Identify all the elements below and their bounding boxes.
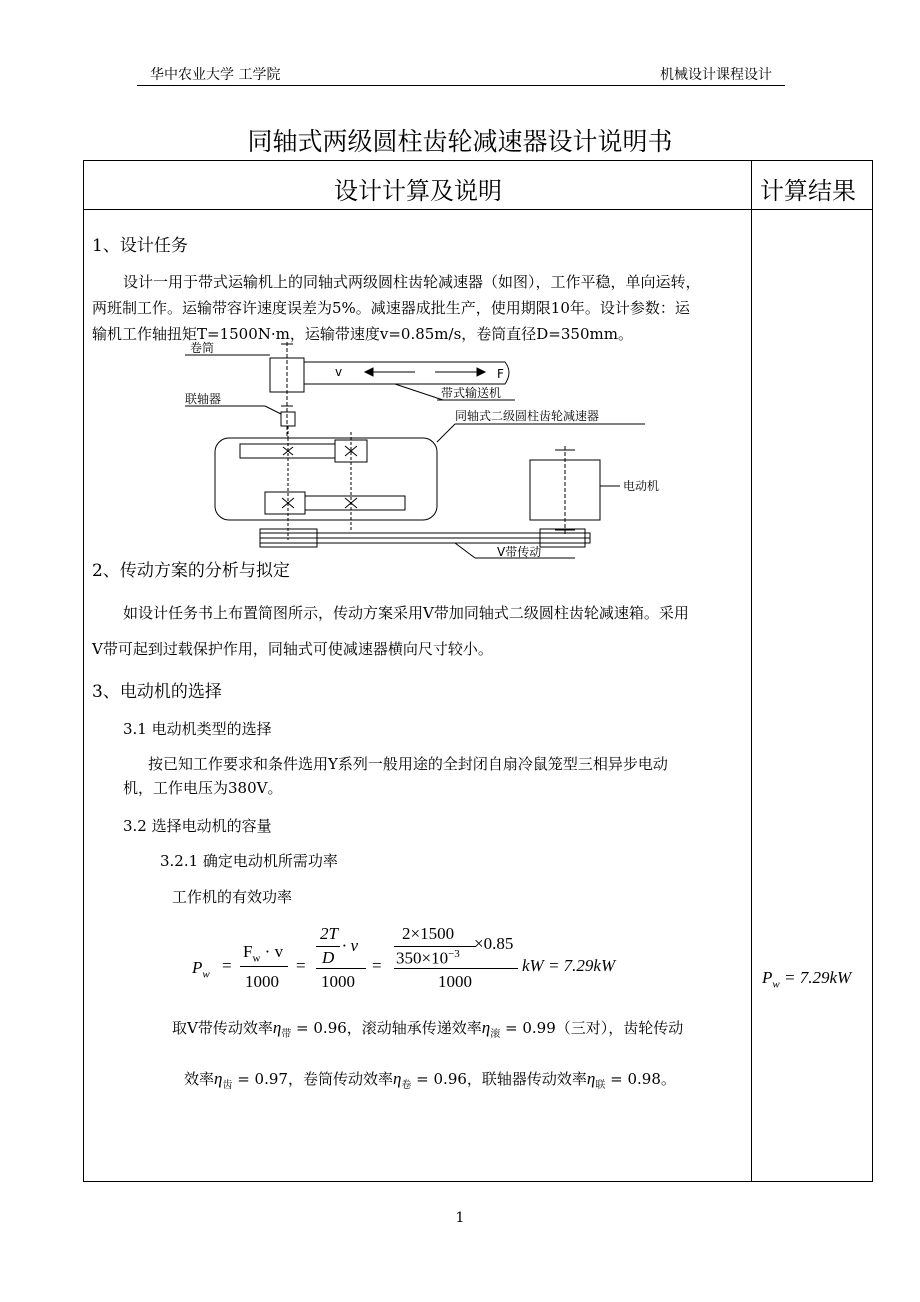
section-3-1-line-1: 按已知工作要求和条件选用Y系列一般用途的全封闭自扇冷鼠笼型三相异步电动 — [148, 755, 668, 773]
section-1-line-3: 输机工作轴扭矩T=1500N·m，运输带速度v=0.85m/s，卷筒直径D=350mm。 — [92, 325, 633, 343]
section-1-line-1: 设计一用于带式运输机上的同轴式两级圆柱齿轮减速器（如图），工作平稳，单向运转， — [123, 273, 701, 291]
section-2-line-2: V带可起到过载保护作用，同轴式可使减速器横向尺寸较小。 — [92, 640, 493, 658]
header-left: 华中农业大学 工学院 — [150, 67, 281, 83]
section-3-1-heading: 3.1 电动机类型的选择 — [123, 720, 272, 738]
document-title: 同轴式两级圆柱齿轮减速器设计说明书 — [247, 127, 673, 156]
header-right: 机械设计课程设计 — [660, 67, 772, 83]
label-reducer: 同轴式二级圆柱齿轮减速器 — [455, 409, 600, 423]
section-3-heading: 3、电动机的选择 — [92, 682, 222, 702]
effective-power-label: 工作机的有效功率 — [172, 888, 293, 906]
column-head-description: 设计计算及说明 — [334, 177, 502, 205]
section-1-heading: 1、设计任务 — [92, 236, 188, 256]
section-2-line-1: 如设计任务书上布置简图所示，传动方案采用V带加同轴式二级圆柱齿轮减速箱。采用 — [123, 604, 689, 622]
efficiency-line-1: 取V带传动效率$\eta_带 = 0.96$，滚动轴承传递效率$\eta_滚 = 0.99$（三对），齿轮传动 — [172, 1018, 684, 1040]
label-motor: 电动机 — [623, 479, 660, 493]
reducer-housing — [215, 438, 437, 520]
section-3-2-heading: 3.2 选择电动机的容量 — [123, 817, 272, 835]
result-power: $P_w = 7.29kW$ — [762, 968, 852, 991]
transmission-diagram — [175, 340, 720, 570]
page-number: 1 — [455, 1210, 465, 1226]
efficiency-line-2: 效率$\eta_齿 = 0.97$，卷筒传动效率$\eta_卷 = 0.96$，联轴器传动效率$\eta_联 = 0.98$。 — [184, 1069, 676, 1091]
column-divider — [751, 161, 752, 1181]
label-force: F — [497, 367, 504, 381]
column-head-result: 计算结果 — [760, 177, 856, 205]
section-1-line-2: 两班制工作。运输带容许速度误差为5%。减速器成批生产，使用期限10年。设计参数：运 — [92, 299, 690, 317]
section-2-heading: 2、传动方案的分析与拟定 — [92, 561, 290, 581]
label-conveyor: 带式输送机 — [441, 386, 502, 400]
section-3-1-line-2: 机，工作电压为380V。 — [123, 779, 283, 797]
label-coupling: 联轴器 — [185, 392, 222, 406]
label-v-belt: V带传动 — [497, 545, 542, 559]
header-rule — [137, 85, 785, 86]
coupling-shape — [281, 412, 295, 426]
label-drum: 卷筒 — [190, 341, 215, 355]
section-3-2-1-heading: 3.2.1 确定电动机所需功率 — [160, 852, 338, 870]
header-row-divider — [84, 209, 872, 210]
label-velocity: v — [335, 365, 343, 379]
